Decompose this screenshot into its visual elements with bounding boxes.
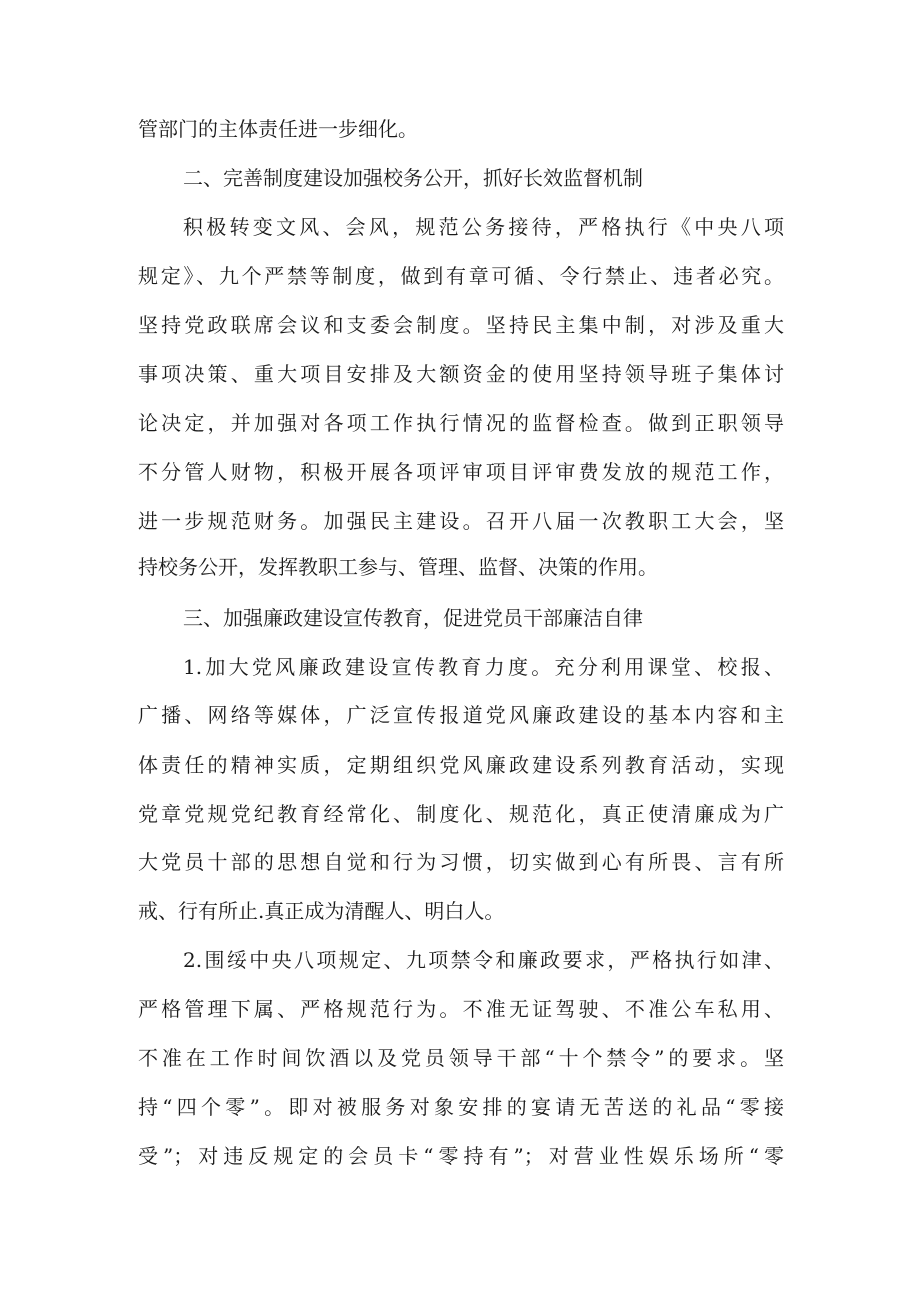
paragraph-line: 持“四个零”。即对被服务对象安排的宴请无苦送的礼品“零接 [138,1095,784,1119]
numbered-item-1: 1.加大党风廉政建设宣传教育力度。充分利用课堂、校报、 [183,655,784,679]
paragraph-line: 体责任的精神实质，定期组织党风廉政建设系列教育活动，实现 [138,753,784,777]
section-heading-2: 二、完善制度建设加强校务公开，抓好长效监督机制 [183,166,643,190]
paragraph-line: 不准在工作时间饮酒以及党员领导干部“十个禁令”的要求。坚 [138,1046,784,1070]
section-heading-3: 三、加强廉政建设宣传教育，促进党员干部廉洁自律 [183,606,643,630]
paragraph-line: 事项决策、重大项目安排及大额资金的使用坚持领导班子集体讨 [138,362,784,386]
paragraph-line: 规定》、九个严禁等制度，做到有章可循、令行禁止、违者必究。 [138,264,784,288]
paragraph-line: 大党员十部的思想自觉和行为习惯，切实做到心有所畏、言有所 [138,850,784,874]
paragraph-line: 严格管理下属、严格规范行为。不准无证驾驶、不准公车私用、 [138,997,784,1021]
paragraph-line: 论决定，并加强对各项工作执行情况的监督检查。做到正职领导 [138,411,784,435]
paragraph-line: 广播、网络等媒体，广泛宣传报道党风廉政建设的基本内容和主 [138,703,784,727]
paragraph-line: 积极转变文风、会风，规范公务接待，严格执行《中央八项 [183,215,784,239]
paragraph-line: 受”；对违反规定的会员卡“零持有”；对营业性娱乐场所“零 [138,1144,784,1168]
paragraph-line: 持校务公开，发挥教职工参与、管理、监督、决策的作用。 [138,555,658,579]
paragraph-line: 戒、行有所止.真正成为清醒人、明白人。 [138,899,505,923]
paragraph-line: 不分管人财物，积极开展各项评审项目评审费发放的规范工作， [138,460,784,484]
paragraph-line: 坚持党政联席会议和支委会制度。坚持民主集中制，对涉及重大 [138,313,784,337]
paragraph-line: 党章党规党纪教育经常化、制度化、规范化，真正使清廉成为广 [138,802,784,826]
paragraph-line: 进一步规范财务。加强民主建设。召开八届一次教职工大会，坚 [138,509,784,533]
numbered-item-2: 2.围绥中央八项规定、九项禁令和廉政要求，严格执行如津、 [183,948,784,972]
paragraph-line: 管部门的主体责任进一步细化。 [138,117,418,141]
